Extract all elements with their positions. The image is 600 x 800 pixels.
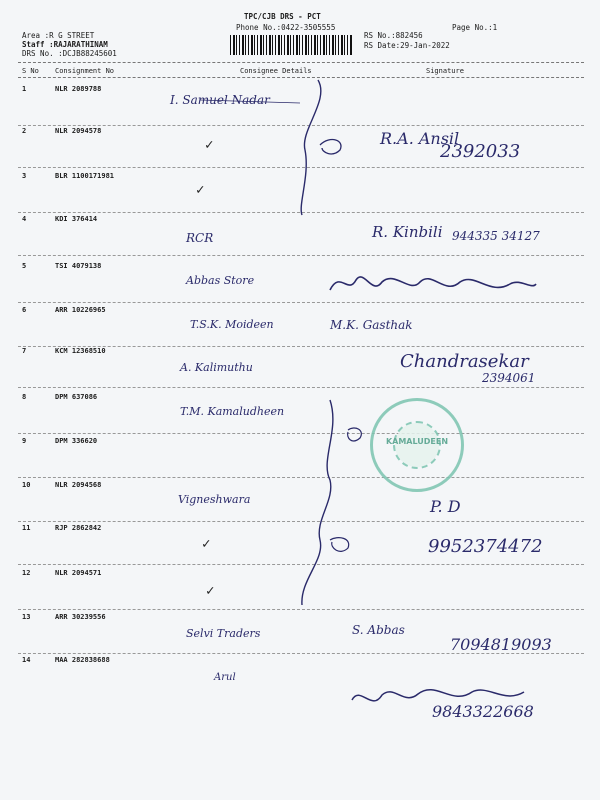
seal-text: KAMALUDEEN — [385, 437, 449, 446]
row-consignment: ARR 10226965 — [55, 306, 106, 314]
sheet-title: TPC/CJB DRS - PCT — [244, 12, 321, 21]
consignee-name: T.S.K. Moideen — [190, 318, 274, 331]
signature: Chandrasekar — [400, 351, 529, 372]
consignee-name: I. Samuel Nadar — [170, 93, 270, 107]
consignee-name: A. Kalimuthu — [180, 361, 253, 374]
row-consignment: MAA 282838688 — [55, 656, 110, 664]
row-sno: 9 — [22, 437, 27, 445]
signature: R.A. Ansil — [380, 129, 460, 148]
phone-handwritten: 9843322668 — [432, 702, 534, 721]
row-sno: 13 — [22, 613, 31, 621]
row-consignment: DPM 637086 — [55, 393, 98, 401]
row-sno: 4 — [22, 215, 27, 223]
row-sno: 11 — [22, 524, 31, 532]
row-sno: 10 — [22, 481, 31, 489]
row-consignment: KCM 12368510 — [55, 347, 106, 355]
check-mark-icon: ✓ — [206, 583, 215, 599]
row-sno: 12 — [22, 569, 31, 577]
row-consignment: ARR 30239556 — [55, 613, 106, 621]
rs-number: RS No.:882456 — [364, 31, 423, 40]
row-sno: 6 — [22, 306, 27, 314]
row-sno: 5 — [22, 262, 27, 270]
signature: P. D — [430, 497, 461, 516]
signature: R. Kinbili — [372, 223, 443, 241]
row-consignment: NLR 2094578 — [55, 127, 102, 135]
row-consignment: NLR 2094568 — [55, 481, 102, 489]
row-sno: 14 — [22, 656, 31, 664]
check-mark-icon: ✓ — [202, 536, 211, 552]
row-consignment: DPM 336620 — [55, 437, 98, 445]
phone-handwritten: 9952374472 — [428, 536, 543, 557]
row-sno: 2 — [22, 127, 27, 135]
area: Area :R G STREET — [22, 31, 95, 40]
check-mark-icon: ✓ — [196, 182, 205, 198]
consignee-name: Vigneshwara — [178, 493, 251, 506]
phone-handwritten: 2394061 — [482, 371, 536, 385]
row-sno: 8 — [22, 393, 27, 401]
row-consignment: NLR 2094571 — [55, 569, 102, 577]
rs-date: RS Date:29-Jan-2022 — [364, 41, 450, 50]
consignee-name: Arul — [214, 672, 236, 683]
row-sno: 7 — [22, 347, 27, 355]
row-consignment: NLR 2089788 — [55, 85, 102, 93]
consignee-name: Selvi Traders — [186, 627, 261, 640]
consignee-name: RCR — [186, 231, 214, 245]
col-signature: Signature — [426, 67, 464, 75]
col-sno: S No — [22, 67, 39, 75]
phone-handwritten: 7094819093 — [450, 635, 552, 654]
company-seal — [370, 398, 464, 492]
check-mark-icon: ✓ — [205, 137, 214, 153]
col-consignment: Consignment No — [55, 67, 115, 75]
phone-number: Phone No.:0422-3505555 — [236, 23, 336, 32]
row-consignment: TSI 4079138 — [55, 262, 102, 270]
consignee-name: Abbas Store — [186, 274, 255, 287]
signature: M.K. Gasthak — [330, 318, 413, 332]
row-sno: 3 — [22, 172, 27, 180]
row-consignment: KDI 376414 — [55, 215, 98, 223]
drs-number: DRS No. :DCJB88245601 — [22, 49, 117, 58]
phone-handwritten: 944335 34127 — [452, 229, 540, 243]
col-consignee: Consignee Details — [240, 67, 312, 75]
row-consignment: BLR 1100171981 — [55, 172, 115, 180]
consignee-name: T.M. Kamaludheen — [180, 405, 285, 418]
phone-handwritten: 2392033 — [440, 141, 521, 162]
signature: S. Abbas — [352, 623, 405, 637]
staff: Staff :RAJARATHINAM — [22, 40, 108, 49]
row-sno: 1 — [22, 85, 27, 93]
page-number: Page No.:1 — [452, 23, 498, 32]
row-consignment: RJP 2862842 — [55, 524, 102, 532]
